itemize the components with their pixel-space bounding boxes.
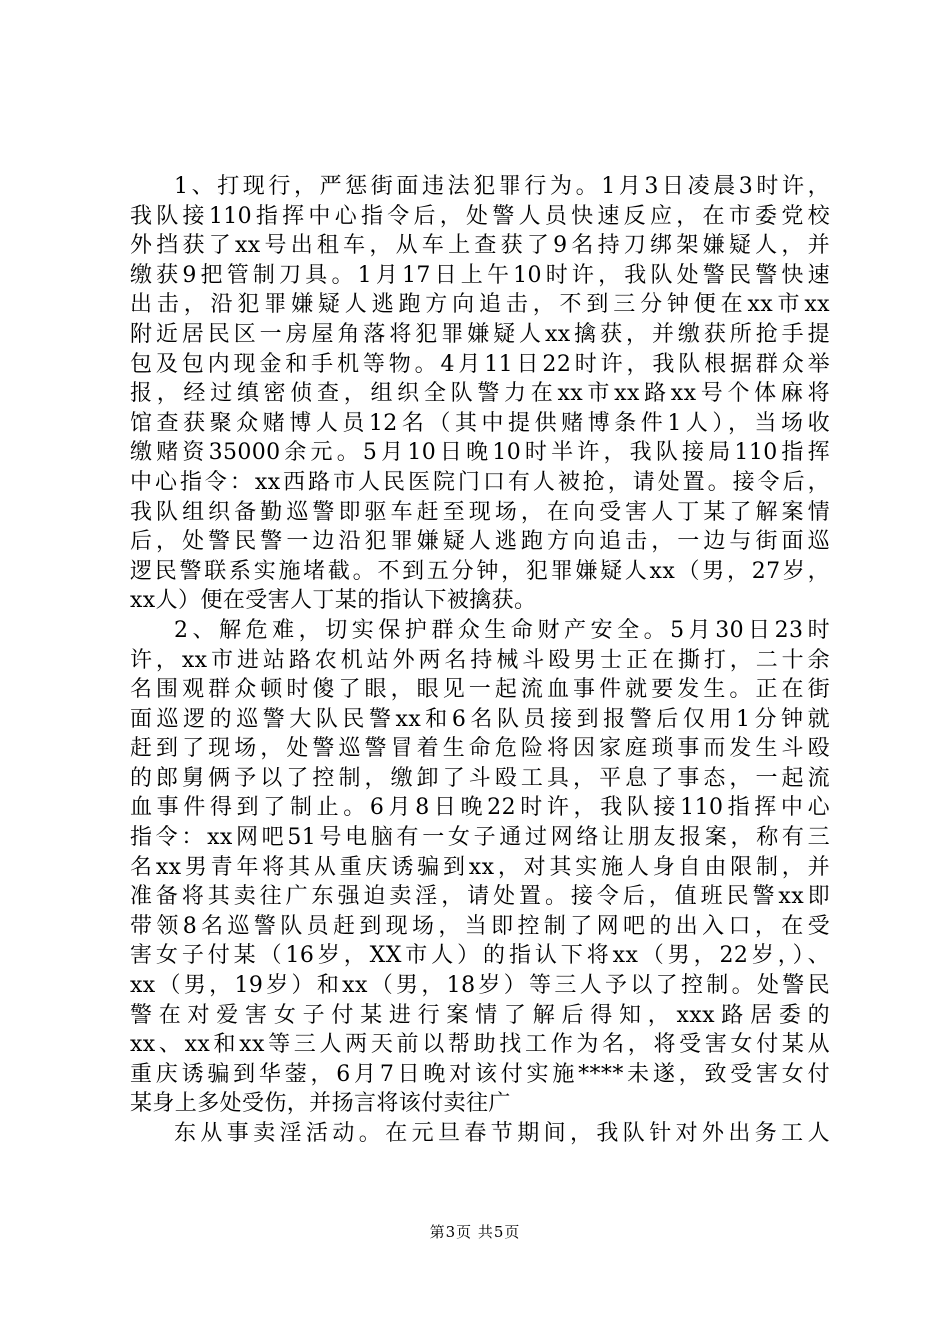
text-line: 重庆诱骗到华蓥，6月7日晚对该付实施****未遂，致受害女付	[130, 1061, 830, 1087]
text-line: 警在对爱害女子付某进行案情了解后得知，xxx路居委的	[130, 1002, 830, 1028]
text-line: 出击，沿犯罪嫌疑人逃跑方向追击，不到三分钟便在xx市xx	[130, 292, 830, 318]
text-line: 1、打现行，严惩街面违法犯罪行为。1月3日凌晨3时许，	[174, 174, 830, 199]
page-footer: 第3页 共5页	[429, 1223, 521, 1241]
text-line: 我队接110指挥中心指令后，处警人员快速反应，在市委党校	[130, 203, 830, 229]
text-line: 馆查获聚众赌博人员12名（其中提供赌博条件1人），当场收	[130, 410, 830, 436]
text-line: 中心指令：xx西路市人民医院门口有人被抢，请处置。接令后，	[130, 469, 830, 495]
text-line: 2、解危难，切实保护群众生命财产安全。5月30日23时	[174, 617, 830, 643]
text-line: 缴赌资35000余元。5月10日晚10时半许，我队接局110指挥	[130, 440, 830, 466]
text-line: 包及包内现金和手机等物。4月11日22时许，我队根据群众举	[130, 351, 830, 377]
text-line: xx人）便在受害人丁某的指认下被擒获。	[130, 588, 537, 614]
text-line: 外挡获了xx号出租车，从车上查获了9名持刀绑架嫌疑人，并	[130, 233, 830, 259]
text-line: 名xx男青年将其从重庆诱骗到xx，对其实施人身自由限制，并	[130, 854, 830, 880]
text-line: 赶到了现场，处警巡警冒着生命危险将因家庭琐事而发生斗殴	[130, 736, 830, 762]
text-line: 面巡逻的巡警大队民警xx和6名队员接到报警后仅用1分钟就	[130, 706, 830, 732]
text-line: 名围观群众顿时傻了眼，眼见一起流血事件就要发生。正在街	[130, 677, 830, 703]
text-line: 报，经过缜密侦查，组织全队警力在xx市xx路xx号个体麻将	[130, 381, 830, 407]
text-line: 后，处警民警一边沿犯罪嫌疑人逃跑方向追击，一边与街面巡	[130, 529, 830, 555]
text-line: xx、xx和xx等三人两天前以帮助找工作为名，将受害女付某从	[130, 1032, 830, 1058]
body-text	[130, 172, 830, 1149]
text-line: 带领8名巡警队员赶到现场，当即控制了网吧的出入口，在受	[130, 913, 830, 939]
text-line: 某身上多处受伤，并扬言将该付卖往广	[130, 1091, 511, 1117]
text-line: 逻民警联系实施堵截。不到五分钟，犯罪嫌疑人xx（男，27岁，	[130, 558, 830, 584]
text-line: 附近居民区一房屋角落将犯罪嫌疑人xx擒获，并缴获所抢手提	[130, 321, 830, 347]
text-line: 准备将其卖往广东强迫卖淫，请处置。接令后，值班民警xx即	[130, 884, 830, 910]
text-line: 东从事卖淫活动。在元旦春节期间，我队针对外出务工人	[174, 1121, 830, 1146]
text-line: 指令：xx网吧51号电脑有一女子通过网络让朋友报案，称有三	[130, 825, 830, 851]
text-line: xx（男，19岁）和xx（男，18岁）等三人予以了控制。处警民	[130, 973, 830, 999]
text-line: 许，xx市进站路农机站外两名持械斗殴男士正在撕打，二十余	[130, 647, 830, 673]
text-line: 血事件得到了制止。6月8日晚22时许，我队接110指挥中心	[130, 795, 830, 821]
text-line: 我队组织备勤巡警即驱车赶至现场，在向受害人丁某了解案情	[130, 499, 830, 525]
text-line: 缴获9把管制刀具。1月17日上午10时许，我队处警民警快速	[130, 262, 830, 288]
text-line: 害女子付某（16岁，XX市人）的指认下将xx（男，22岁，）、	[130, 943, 830, 969]
text-line: 的郎舅俩予以了控制，缴卸了斗殴工具，平息了事态，一起流	[130, 765, 830, 791]
